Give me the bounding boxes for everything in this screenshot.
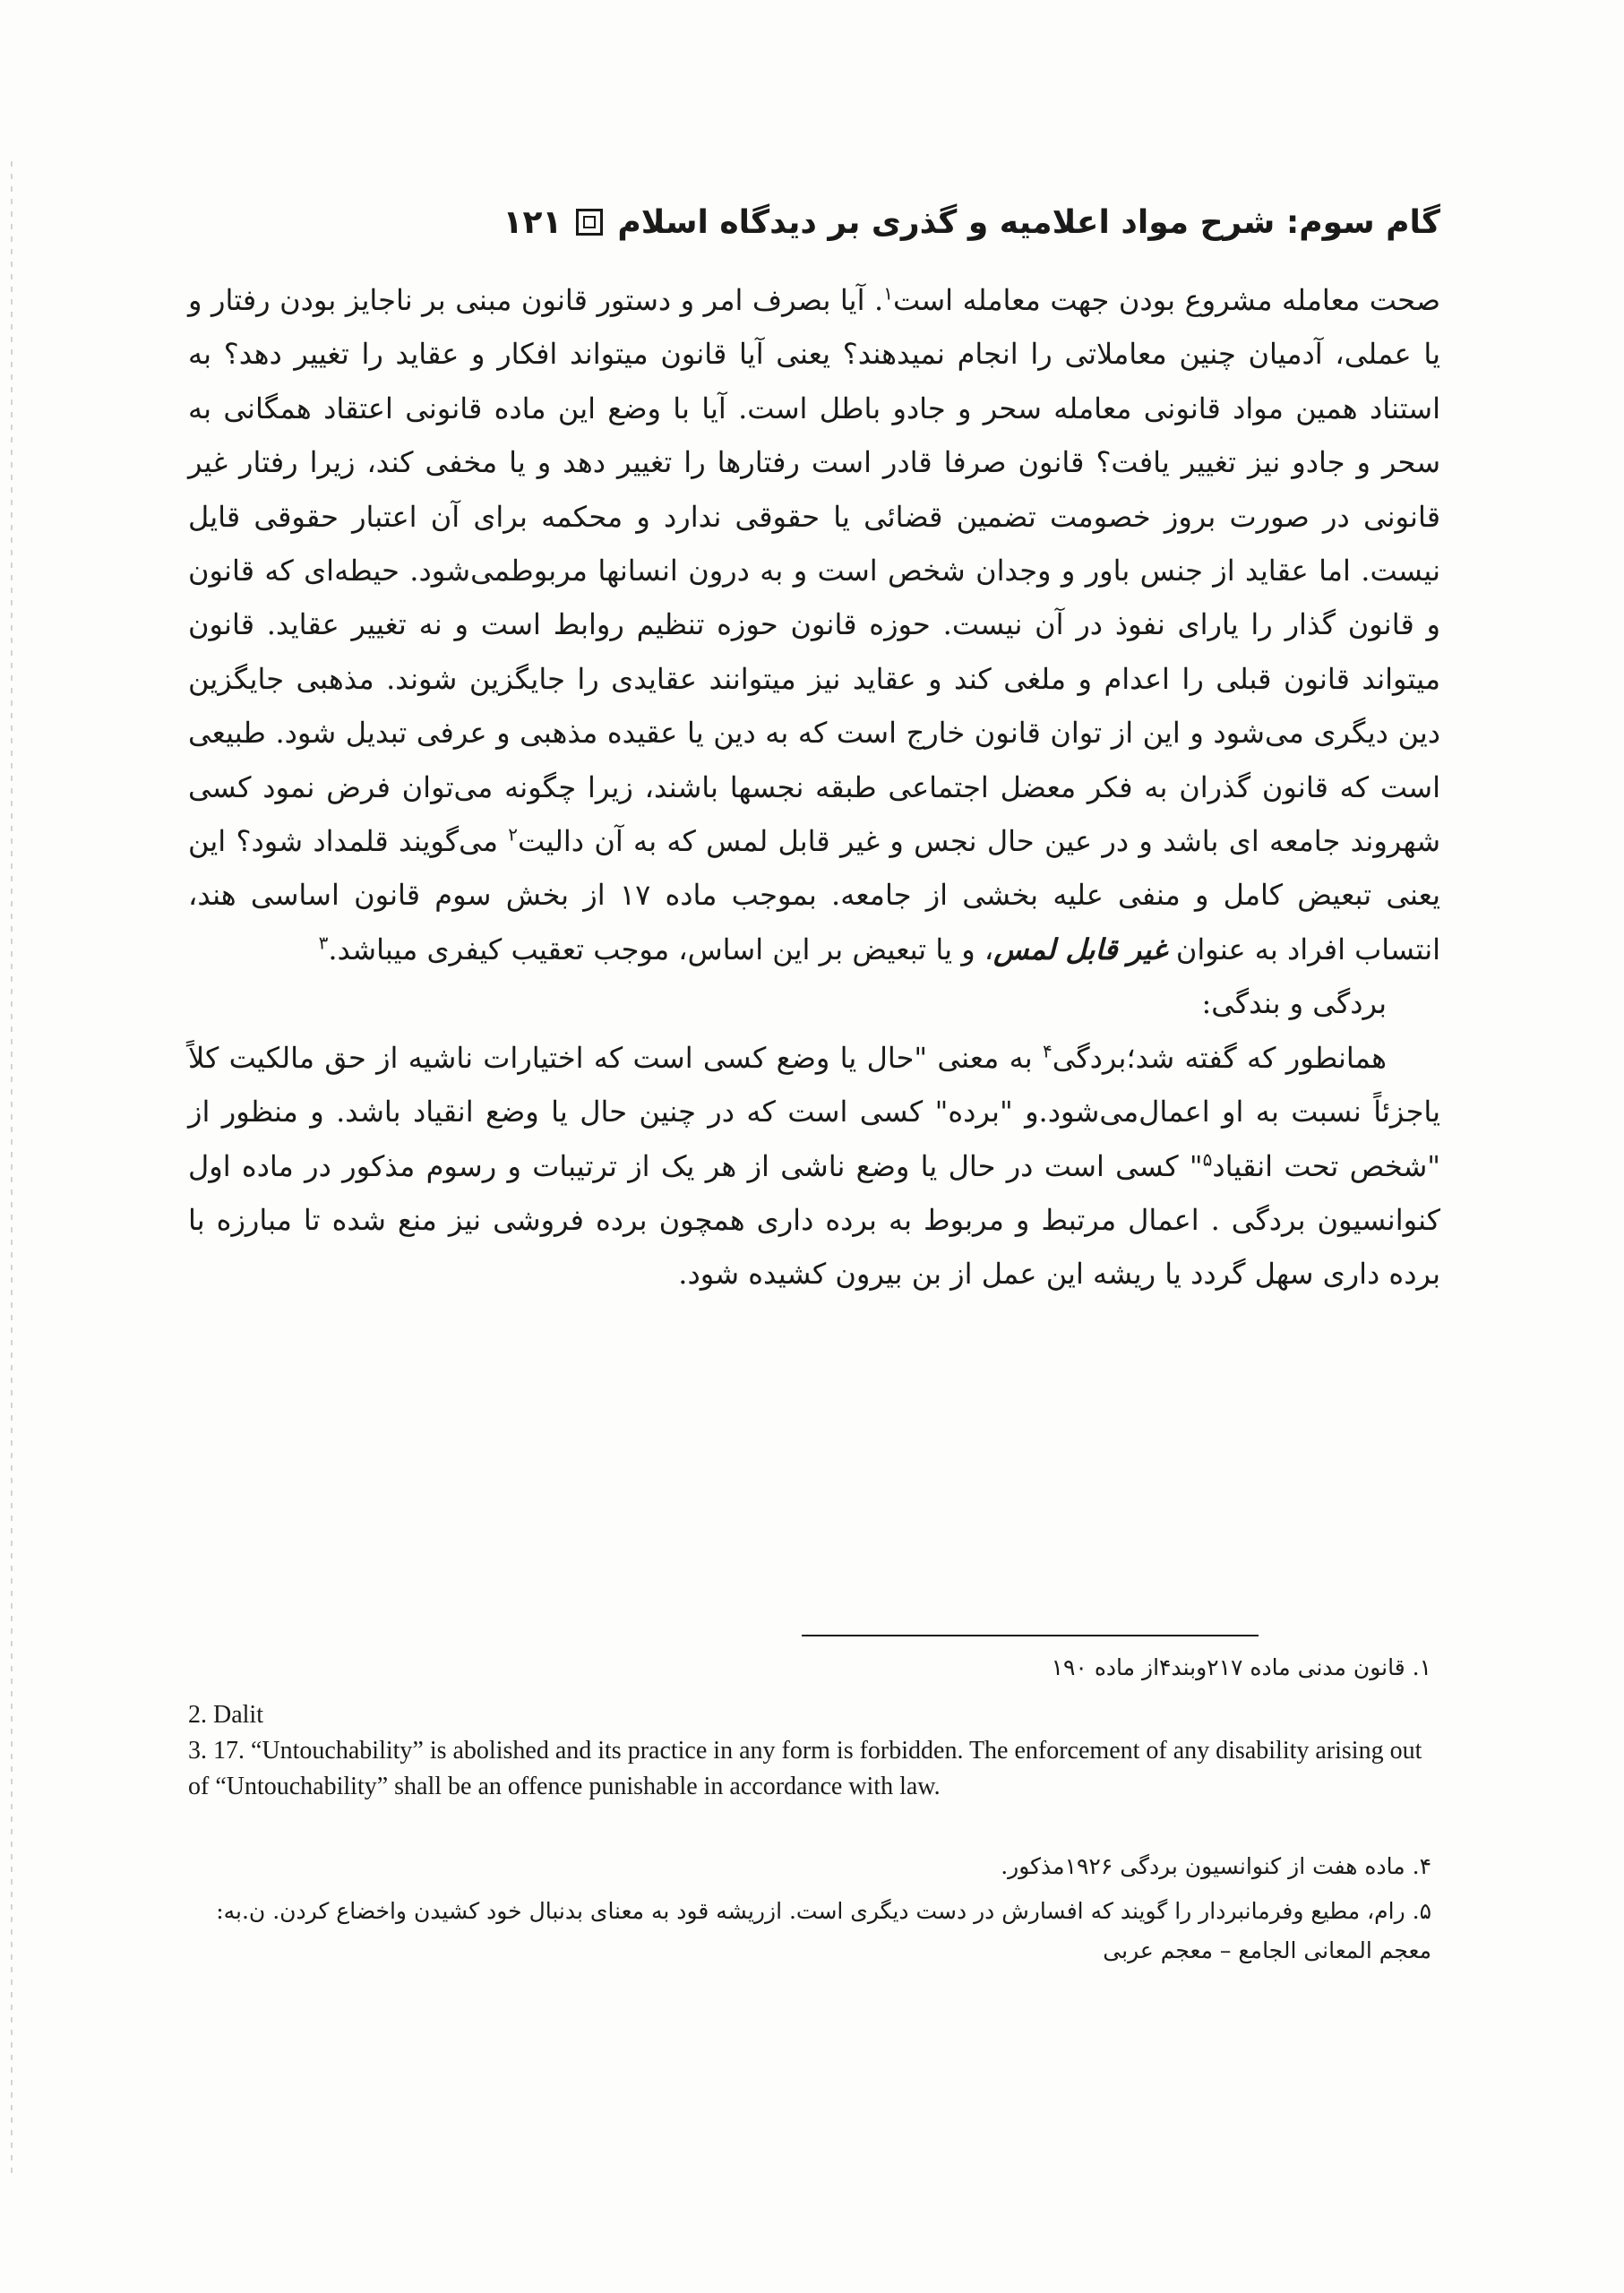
paragraph-2 [188, 1031, 1440, 1301]
paragraph-1-part-a: صحت معامله مشروع بودن جهت معامله است [892, 283, 1441, 317]
paragraph-2-part-a: همانطور که گفته شد؛بردگی [1052, 1040, 1388, 1075]
footnote-ref-4: ۴ [1042, 1040, 1053, 1062]
page-number: ۱۲۱ [503, 203, 563, 241]
header-title: گام سوم: شرح مواد اعلامیه و گذری بر دیدگاه اسلام [617, 203, 1440, 241]
footnote-2: 2. Dalit [188, 1701, 263, 1729]
footnote-5: ۵. رام، مطیع وفرمانبردار را گویند که افسارش در دست دیگری است. ازریشه قود به معنای بدنبال خود کشیدن واخضاع کردن. ن.به: معجم المعانی الجامع – معجم عربی [216, 1898, 1431, 1963]
emphasized-term: غیر قابل لمس [993, 932, 1167, 966]
paragraph-1 [188, 273, 1440, 976]
paragraph-2-part-c: " کسی است در حال یا وضع ناشی از هر یک از ترتیبات و رسوم مذکور در ماده اول کنوانسیون بردگی . اعمال مرتبط و مربوط به برده داری همچون برده فروشی نیز منع شده تا مبارزه با برده داری سهل گردد یا ریشه این عمل از بن بیرون کشیده شود. [188, 1148, 1441, 1292]
scan-edge-shadow [11, 161, 13, 2177]
paragraph-1-part-c: می‌گویند قلمداد شود؟ این یعنی تبعیض کامل و منفی علیه بخشی از جامعه. بموجب ماده ۱۷ از بخش سوم قانون اساسی هند، انتساب افراد به عنوان [188, 824, 1441, 966]
footnote-ref-1: ۱ [883, 282, 893, 305]
footnote-4: ۴. ماده هفت از کنوانسیون بردگی ۱۹۲۶مذکور. [1001, 1853, 1431, 1879]
main-text [188, 273, 1440, 1301]
running-header [179, 195, 1440, 249]
book-icon [576, 209, 603, 236]
footnote-ref-2: ۲ [508, 823, 519, 846]
footnote-ref-3: ۳ [318, 932, 329, 954]
footnote-ref-5: ۵ [1202, 1147, 1213, 1170]
footnote-divider [802, 1635, 1259, 1636]
footnote-1: ۱. قانون مدنی ماده ۲۱۷وبند۴از ماده ۱۹۰ [1051, 1654, 1431, 1680]
paragraph-1-part-d: ، و یا تبعیض بر این اساس، موجب تعقیب کیفری میباشد. [328, 932, 994, 966]
paragraph-1-part-b: . آیا بصرف امر و دستور قانون مبنی بر ناجایز بودن رفتار و یا عملی، آدمیان چنین معاملاتی را انجام نمیدهند؟ یعنی آیا قانون میتواند افکار و عقاید را تغییر دهد؟ به استناد همین مواد قانونی معامله سحر و جادو باطل است. آیا با وضع این ماده قانونی اعتقاد همگانی به سحر و جادو نیز تغییر یافت؟ قانون صرفا قادر است رفتارها را تغییر دهد و یا مخفی کند، زیرا رفتار غیر قانونی در صورت بروز خصومت تضمین قضائی یا حقوقی ندارد و محکمه برای آن اعتبار حقوقی قایل نیست. اما عقاید از جنس باور و وجدان شخص است و به درون انسانها مربوطمی‌شود. حیطه‌ای که قانون و قانون گذار را یارای نفوذ در آن نیست. حوزه قانون حوزه تنظیم روابط است و نه تغییر عقاید. قانون میتواند قانون قبلی را اعدام و ملغی کند و عقاید نیز میتوانند عقایدی را جایگزین شوند. مذهبی جایگزین دین دیگری می‌شود و این از توان قانون خارج است که به دین یا عقیده مذهبی و عرفی تبدیل شود. طبیعی است که قانون گذران به فکر معضل اجتماعی طبقه نجسها باشند، زیرا چگونه می‌توان فرض نمود کسی شهروند جامعه ای باشد و در عین حال نجس و غیر قابل لمس که به آن دالیت [188, 283, 1441, 859]
section-subheading: بردگی و بندگی: [1201, 986, 1387, 1021]
paragraph-2-part-b: به معنی "حال یا وضع کسی است که اختیارات ناشیه از حق مالکیت کلاً یاجزئاً نسبت به او اعمال‌می‌شود.و "برده" کسی است که در چنین حال یا وضع انقیاد باشد. و منظور از "شخص تحت انقیاد [188, 1040, 1441, 1183]
footnote-3: 3. 17. “Untouchability” is abolished and its practice in any form is forbidden. The enforcement of any disability arising out of “Untouchability” shall be an offence punishable in accordance with law. [188, 1737, 1422, 1800]
